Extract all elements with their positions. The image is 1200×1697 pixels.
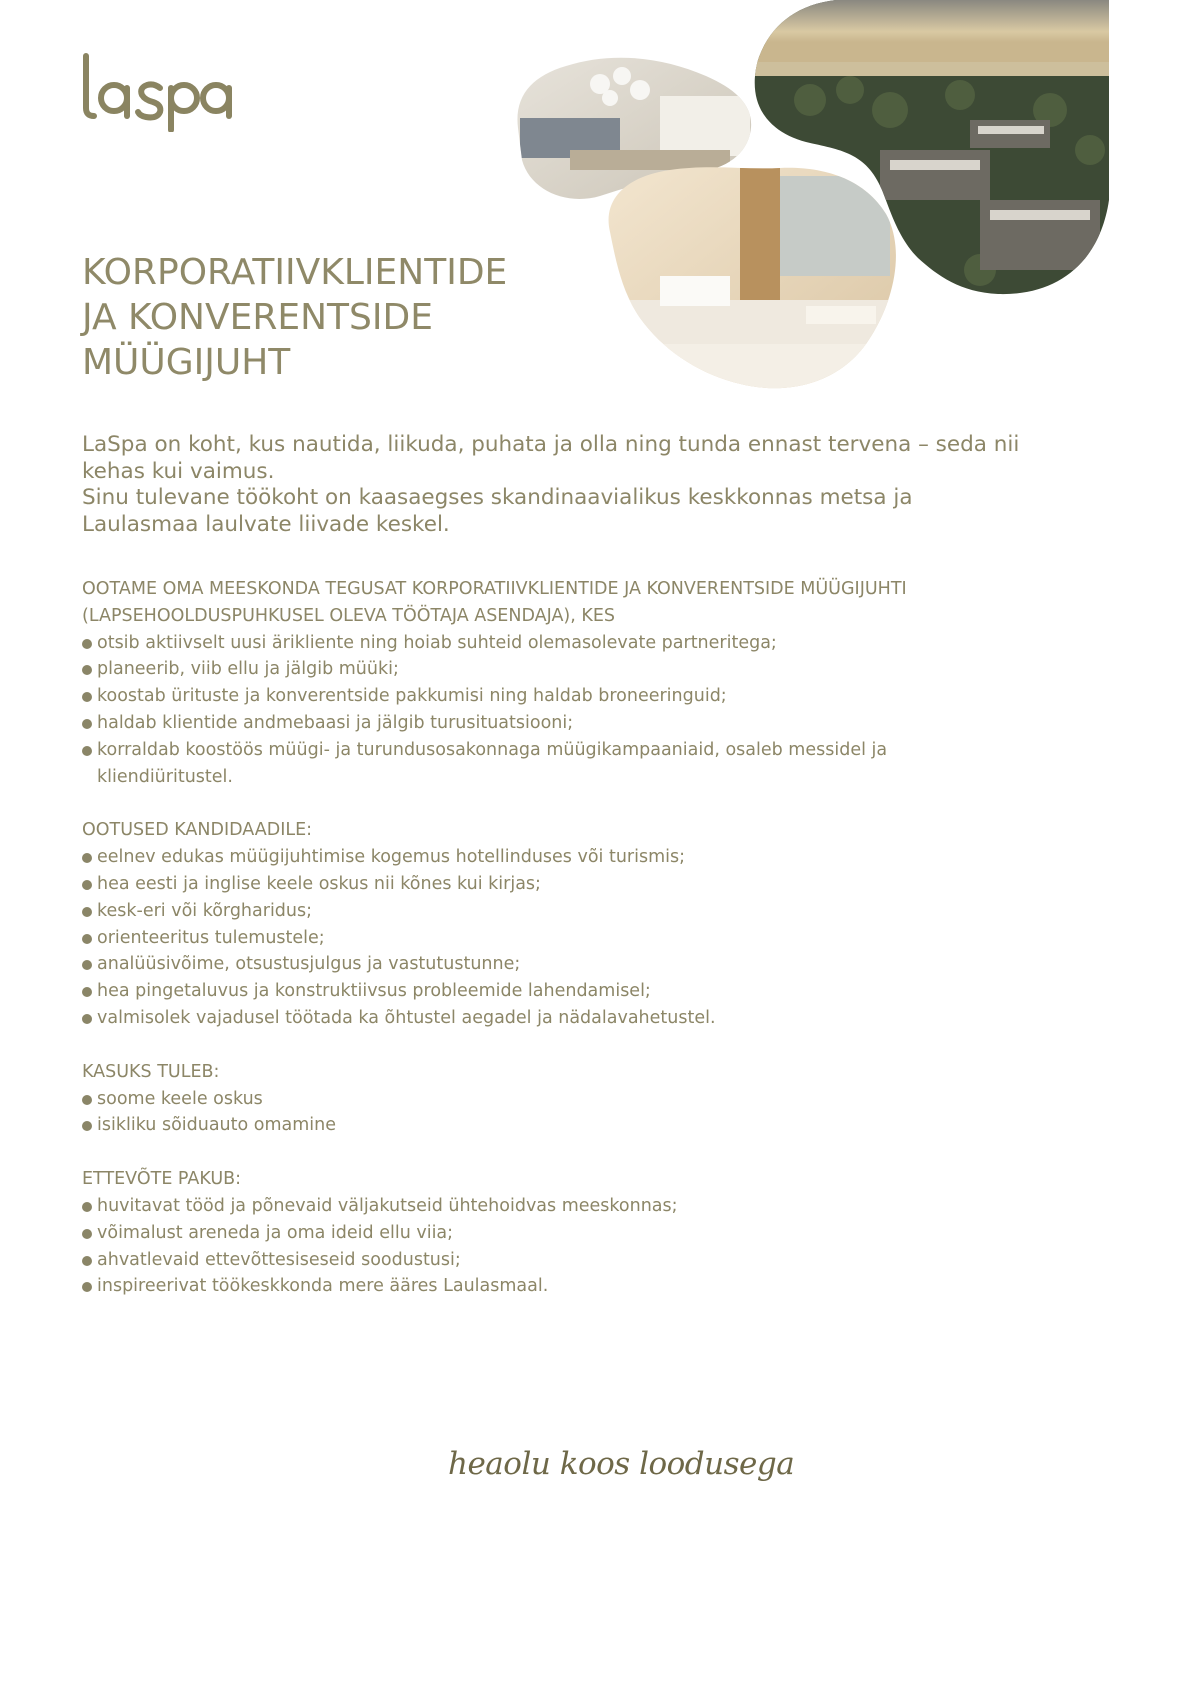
list-item-text: eelnev edukas müügijuhtimise kogemus hotellinduses või turismis; bbox=[97, 847, 686, 868]
list-item-text: korraldab koostöös müügi- ja turundusosakonnaga müügikampaaniaid, osaleb messidel ja kliendiüritustel. bbox=[97, 739, 888, 787]
bullet-icon bbox=[82, 1121, 92, 1131]
bullet-icon bbox=[82, 1282, 92, 1292]
bullet-icon bbox=[82, 665, 92, 675]
title-line: JA KONVERENTSIDE bbox=[82, 297, 433, 338]
section-heading: OOTAME OMA MEESKONDA TEGUSAT KORPORATIIVKLIENTIDE JA KONVERENTSIDE MÜÜGIJUHTI (LAPSEHOOLDUSPUHKUSEL OLEVA TÖÖTAJA ASENDAJA), KES bbox=[82, 579, 907, 626]
list-item bbox=[82, 925, 1022, 952]
list-item-text: koostab ürituste ja konverentside pakkumisi ning haldab broneeringuid; bbox=[97, 686, 727, 707]
list-item bbox=[82, 1193, 1022, 1220]
intro-text bbox=[82, 432, 1022, 538]
list-item-text: soome keele oskus bbox=[97, 1088, 263, 1109]
list-item-text: haldab klientide andmebaasi ja jälgib turusituatsiooni; bbox=[97, 712, 574, 733]
bullet-icon bbox=[82, 1095, 92, 1105]
bullet-icon bbox=[82, 1014, 92, 1024]
bullet-icon bbox=[82, 746, 92, 756]
list-item-text: kesk-eri või kõrgharidus; bbox=[97, 900, 313, 921]
bullet-list bbox=[82, 1086, 1022, 1140]
list-item-text: planeerib, viib ellu ja jälgib müüki; bbox=[97, 659, 399, 680]
bullet-icon bbox=[82, 987, 92, 997]
bullet-icon bbox=[82, 880, 92, 890]
list-item bbox=[82, 844, 1022, 871]
list-item-text: otsib aktiivselt uusi ärikliente ning hoiab suhteid olemasolevate partneritega; bbox=[97, 632, 777, 653]
section-responsibilities bbox=[82, 576, 1022, 790]
bullet-list bbox=[82, 1193, 1022, 1300]
list-item-text: hea eesti ja inglise keele oskus nii kõnes kui kirjas; bbox=[97, 873, 541, 894]
bullet-icon bbox=[82, 1202, 92, 1212]
list-item-text: huvitavat tööd ja põnevaid väljakutseid ühtehoidvas meeskonnas; bbox=[97, 1195, 678, 1216]
bullet-icon bbox=[82, 907, 92, 917]
section-heading: ETTEVÕTE PAKUB: bbox=[82, 1169, 242, 1190]
list-item bbox=[82, 1005, 1022, 1032]
list-item bbox=[82, 871, 1022, 898]
bullet-icon bbox=[82, 853, 92, 863]
list-item-text: hea pingetaluvus ja konstruktiivsus probleemide lahendamisel; bbox=[97, 981, 651, 1002]
list-item bbox=[82, 1112, 1022, 1139]
intro-paragraph: Sinu tulevane töökoht on kaasaegses skandinaavialikus keskkonnas metsa ja Laulasmaa laulvate liivade keskel. bbox=[82, 485, 913, 537]
list-item-text: võimalust areneda ja oma ideid ellu viia; bbox=[97, 1222, 454, 1243]
section-offer bbox=[82, 1166, 1022, 1300]
photo-collage bbox=[510, 0, 1109, 400]
list-item bbox=[82, 1273, 1022, 1300]
section-heading: KASUKS TULEB: bbox=[82, 1061, 220, 1082]
list-item bbox=[82, 1220, 1022, 1247]
list-item bbox=[82, 978, 1022, 1005]
list-item-text: analüüsivõime, otsustusjulgus ja vastutustunne; bbox=[97, 954, 521, 975]
list-item bbox=[82, 630, 1022, 657]
list-item bbox=[82, 656, 1022, 683]
list-item bbox=[82, 683, 1022, 710]
tagline: heaolu koos loodusega bbox=[448, 1446, 795, 1482]
bullet-icon bbox=[82, 1229, 92, 1239]
job-details bbox=[82, 576, 1022, 1327]
page-title bbox=[82, 250, 507, 385]
bullet-list bbox=[82, 844, 1022, 1032]
bullet-icon bbox=[82, 639, 92, 649]
title-line: MÜÜGIJUHT bbox=[82, 342, 291, 383]
bullet-icon bbox=[82, 960, 92, 970]
list-item-text: valmisolek vajadusel töötada ka õhtustel aegadel ja nädalavahetustel. bbox=[97, 1007, 716, 1028]
list-item bbox=[82, 1247, 1022, 1274]
list-item-text: isikliku sõiduauto omamine bbox=[97, 1115, 337, 1136]
list-item-text: ahvatlevaid ettevõttesiseseid soodustusi; bbox=[97, 1249, 461, 1270]
intro-paragraph: LaSpa on koht, kus nautida, liikuda, puhata ja olla ning tunda ennast tervena – seda nii kehas kui vaimus. bbox=[82, 432, 1020, 484]
bullet-list bbox=[82, 630, 1022, 791]
list-item bbox=[82, 737, 917, 791]
laspa-logo bbox=[80, 52, 240, 132]
list-item bbox=[82, 951, 1022, 978]
section-requirements bbox=[82, 817, 1022, 1031]
bullet-icon bbox=[82, 934, 92, 944]
bullet-icon bbox=[82, 1256, 92, 1266]
section-advantages bbox=[82, 1059, 1022, 1139]
list-item bbox=[82, 710, 1022, 737]
title-line: KORPORATIIVKLIENTIDE bbox=[82, 252, 508, 293]
section-heading: OOTUSED KANDIDAADILE: bbox=[82, 820, 313, 841]
list-item-text: orienteeritus tulemustele; bbox=[97, 927, 325, 948]
list-item bbox=[82, 1086, 1022, 1113]
list-item bbox=[82, 898, 1022, 925]
bullet-icon bbox=[82, 719, 92, 729]
bullet-icon bbox=[82, 692, 92, 702]
list-item-text: inspireerivat töökeskkonda mere ääres Laulasmaal. bbox=[97, 1276, 549, 1297]
